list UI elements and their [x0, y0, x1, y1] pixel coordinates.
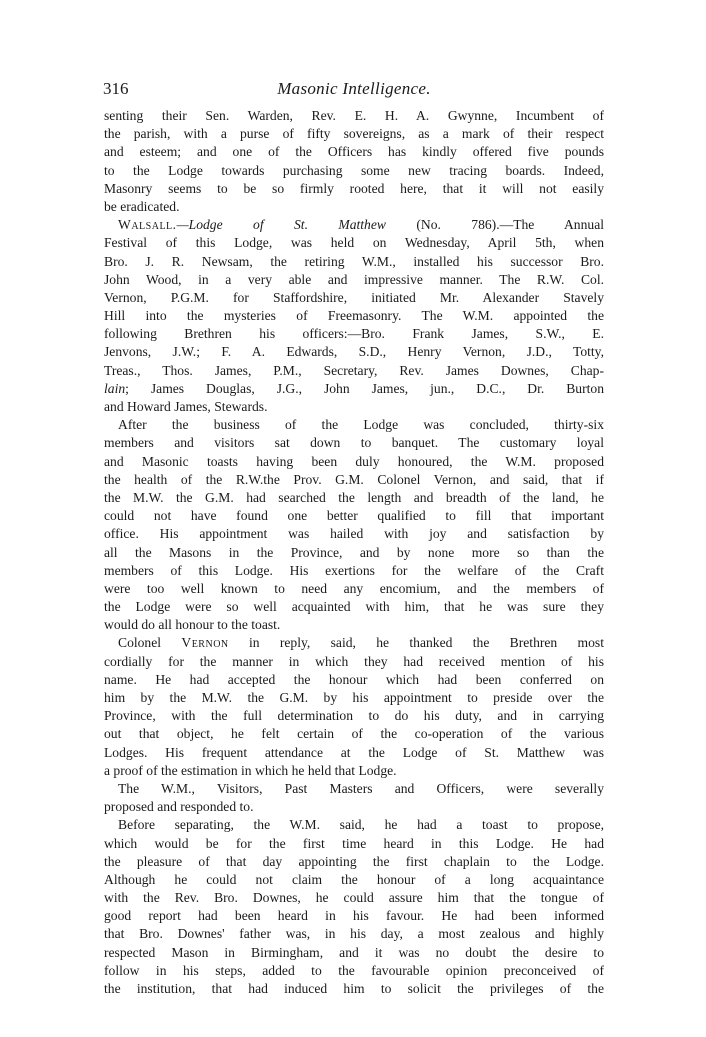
italic-fragment: lain — [104, 380, 126, 396]
text-line: Before separating, the W.M. said, he had a toast to propose, — [118, 817, 604, 833]
text-line: Bro. J. R. Newsam, the retiring W.M., installed his successor Bro. — [104, 253, 604, 269]
text-line: office. His appointment was hailed with joy and satisfaction by — [104, 526, 604, 542]
speaker-name: Vernon — [181, 635, 229, 651]
text-line: and Howard James, Stewards. — [104, 399, 268, 414]
text-line: him by the M.W. the G.M. by his appointment to preside over the — [104, 690, 604, 705]
text-line: and Masonic toasts having been duly honoured, the W.M. proposed — [104, 453, 604, 469]
text-line: proposed and responded to. — [104, 799, 254, 815]
page-number: 316 — [103, 79, 129, 98]
text-line: would do all honour to the toast. — [104, 617, 281, 633]
text-line: Jenvons, J.W.; F. A. Edwards, S.D., Henry Vernon, J.D., Totty, — [104, 344, 604, 360]
text-line: out that object, he felt certain of the co-operation of the various — [104, 726, 604, 742]
text-line: Treas., Thos. James, P.M., Secretary, Rev. James Downes, Chap- — [104, 362, 604, 378]
text-line: could not have found one better qualified to fill that important — [104, 508, 604, 524]
text-line: following Brethren his officers:—Bro. Frank James, S.W., E. — [104, 326, 604, 342]
text-line: the Lodge were so well acquainted with him, that he was sure they — [104, 599, 604, 615]
text-line: the institution, that had induced him to solicit the privileges of the — [104, 981, 604, 996]
text-line: senting their Sen. Warden, Rev. E. H. A. Gwynne, Incumbent of — [104, 108, 604, 123]
text-line: respected Mason in Birmingham, and it was no doubt the desire to — [104, 944, 604, 960]
text-line: to the Lodge towards purchasing some new tracing boards. Indeed, — [104, 162, 604, 178]
running-head — [104, 79, 604, 107]
text-line: a proof of the estimation in which he held that Lodge. — [104, 762, 397, 778]
text-line: the parish, with a purse of fifty sovereigns, as a mark of their respect — [104, 126, 604, 142]
text-line: with the Rev. Bro. Downes, he could assure him that the tongue of — [104, 890, 604, 906]
text-line: Colonel Vernon in reply, said, he thanked the Brethren most — [118, 635, 604, 651]
text-line: John Wood, in a very able and impressive manner. The R.W. Col. — [104, 271, 604, 287]
text-line: Masonry seems to be so firmly rooted here, that it will not easily — [104, 180, 604, 196]
text-line: cordially for the manner in which they had received mention of his — [104, 653, 604, 669]
body-text — [104, 107, 604, 998]
text-line: the health of the R.W.the Prov. G.M. Colonel Vernon, and said, that if — [104, 471, 604, 487]
text-line: name. He had accepted the honour which had been conferred on — [104, 671, 604, 687]
text-line: The W.M., Visitors, Past Masters and Officers, were severally — [118, 780, 604, 796]
running-title: Masonic Intelligence. — [277, 79, 431, 98]
text-line: After the business of the Lodge was concluded, thirty-six — [118, 417, 604, 433]
text-line: and esteem; and one of the Officers has kindly offered five pounds — [104, 144, 604, 160]
text-line: Lodges. His frequent attendance at the Lodge of St. Matthew was — [104, 744, 604, 760]
text-line: Although he could not claim the honour of a long acquaintance — [104, 871, 604, 887]
place-name: Walsall. — [118, 217, 177, 233]
text-line: Vernon, P.G.M. for Staffordshire, initiated Mr. Alexander Stavely — [104, 289, 604, 305]
text-line: were too well known to need any encomium, and the members of — [104, 580, 604, 596]
text-line: all the Masons in the Province, and by none more so than the — [104, 544, 604, 560]
text-line: be eradicated. — [104, 198, 180, 214]
text-line: the pleasure of that day appointing the first chaplain to the Lodge. — [104, 853, 604, 869]
text-line: Walsall.—Lodge of St. Matthew (No. 786).—The Annual — [118, 217, 604, 233]
text-line: Festival of this Lodge, was held on Wednesday, April 5th, when — [104, 235, 604, 251]
text-line: Hill into the mysteries of Freemasonry. The W.M. appointed the — [104, 308, 604, 324]
text-line: members of this Lodge. His exertions for the welfare of the Craft — [104, 562, 604, 578]
lodge-title: —Lodge of St. Matthew — [176, 217, 386, 233]
text-line: follow in his steps, added to the favourable opinion preconceived of — [104, 962, 604, 978]
text-line: the M.W. the G.M. had searched the length and breadth of the land, he — [104, 489, 604, 505]
text-line: lain; James Douglas, J.G., John James, jun., D.C., Dr. Burton — [104, 380, 604, 396]
text-line: which would be for the first time heard in this Lodge. He had — [104, 835, 604, 851]
book-page — [104, 79, 604, 998]
text-line: Province, with the full determination to do his duty, and in carrying — [104, 708, 604, 724]
text-line: members and visitors sat down to banquet. The customary loyal — [104, 435, 604, 451]
text-line: that Bro. Downes' father was, in his day, a most zealous and highly — [104, 926, 604, 942]
text-line: good report had been heard in his favour. He had been informed — [104, 908, 604, 924]
